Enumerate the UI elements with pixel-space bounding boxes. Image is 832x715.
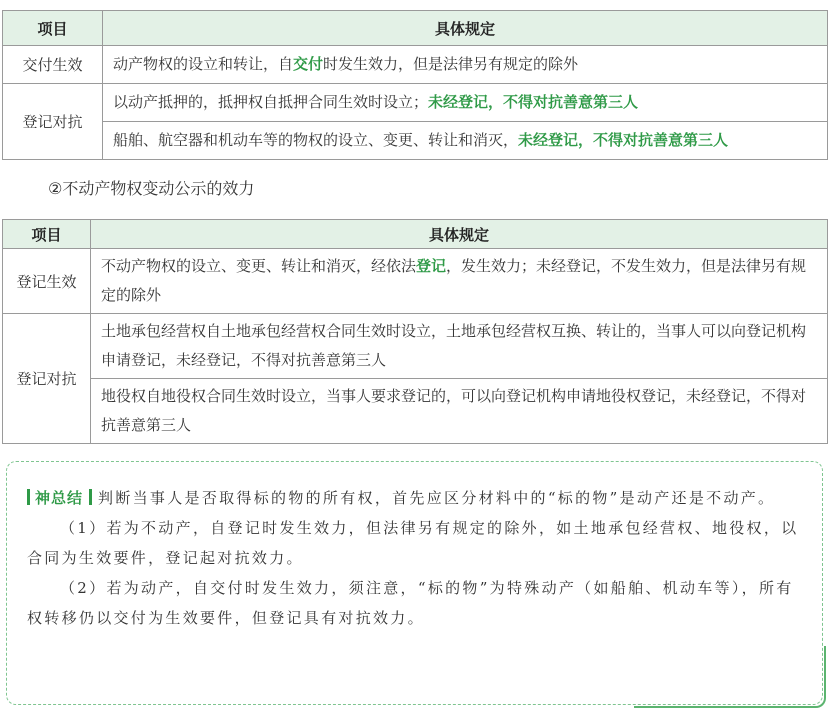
table-row	[3, 84, 828, 122]
summary-text	[27, 483, 805, 633]
column-header-item: 项目	[3, 11, 103, 46]
highlight-term: 登记	[416, 257, 447, 275]
table-row	[3, 314, 828, 379]
highlight-text: 未经登记，不得对抗善意第三人	[518, 131, 729, 149]
row-label: 登记生效	[3, 249, 91, 314]
row-label: 交付生效	[3, 46, 103, 84]
row-label: 登记对抗	[3, 84, 103, 160]
summary-paragraph-1: （1）若为不动产，自登记时发生效力，但法律另有规定的除外，如土地承包经营权、地役权，以合同为生效要件，登记起对抗效力。	[27, 519, 799, 567]
section-heading: ②不动产物权变动公示的效力	[48, 179, 255, 198]
table-row	[3, 46, 828, 84]
summary-box-corner	[634, 646, 826, 708]
highlight-text: 未经登记，不得对抗善意第三人	[428, 93, 639, 111]
row-content: 地役权自地役权合同生效时设立，当事人要求登记的，可以向登记机构申请地役权登记，未经登记，不得对抗善意第三人	[91, 379, 828, 444]
table-row	[3, 249, 828, 314]
column-header-item: 项目	[3, 220, 91, 249]
summary-paragraph-2: （2）若为动产，自交付时发生效力，须注意，“标的物”为特殊动产（如船舶、机动车等），所有权转移仍以交付为生效要件，但登记具有对抗效力。	[27, 579, 794, 627]
column-header-rule: 具体规定	[103, 11, 828, 46]
column-header-rule: 具体规定	[91, 220, 828, 249]
title-bar-left	[27, 489, 30, 505]
row-content: 动产物权的设立和转让，自交付时发生效力，但是法律另有规定的除外	[103, 46, 828, 84]
table-row	[3, 122, 828, 160]
row-content: 以动产抵押的，抵押权自抵押合同生效时设立；未经登记，不得对抗善意第三人	[103, 84, 828, 122]
table-header-row	[3, 220, 828, 249]
summary-intro: 神总结 判断当事人是否取得标的物的所有权，首先应区分材料中的“标的物”是动产还是不动产。	[27, 483, 805, 513]
row-content: 不动产物权的设立、变更、转让和消灭，经依法登记，发生效力；未经登记，不发生效力，但是法律另有规定的除外	[91, 249, 828, 314]
movable-property-table	[2, 10, 828, 160]
title-bar-right	[89, 489, 92, 505]
table-header-row	[3, 11, 828, 46]
row-content: 船舶、航空器和机动车等的物权的设立、变更、转让和消灭，未经登记，不得对抗善意第三人	[103, 122, 828, 160]
row-label: 登记对抗	[3, 314, 91, 444]
row-content: 土地承包经营权自土地承包经营权合同生效时设立，土地承包经营权互换、转让的，当事人可以向登记机构申请登记，未经登记，不得对抗善意第三人	[91, 314, 828, 379]
summary-title: 神总结	[35, 489, 84, 507]
table-row	[3, 379, 828, 444]
highlight-term: 交付	[293, 55, 324, 73]
immovable-property-table	[2, 219, 828, 444]
